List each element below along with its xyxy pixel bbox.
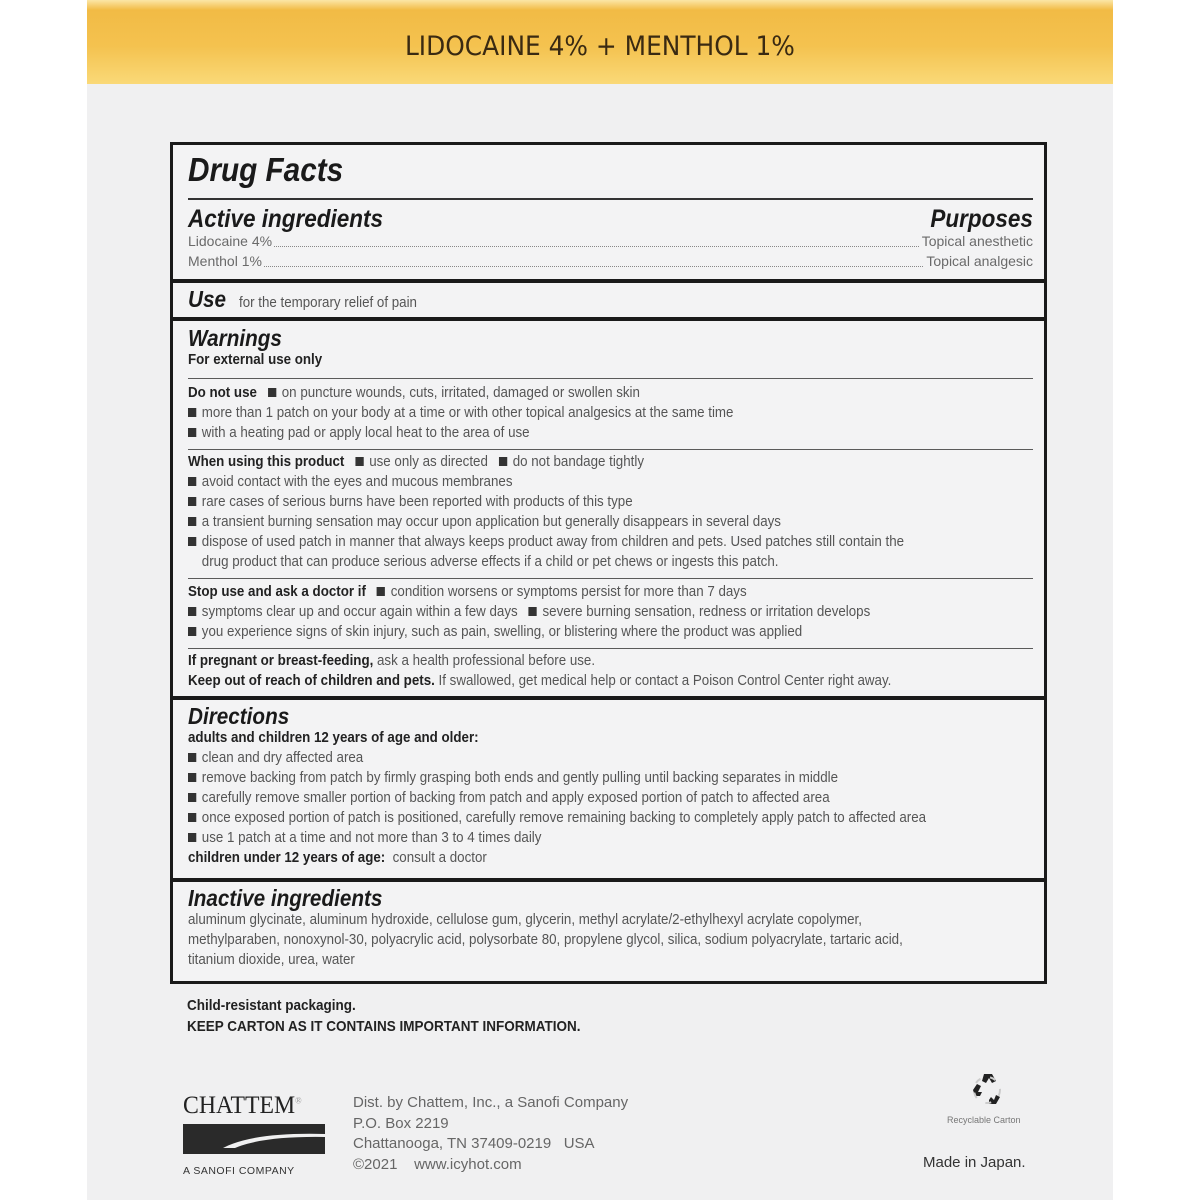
- recycle-label: Recyclable Carton: [947, 1115, 1021, 1125]
- drug-facts-box: [170, 142, 1047, 984]
- ingredient-row: [188, 253, 1033, 273]
- leader-dots: [188, 266, 1033, 267]
- divider: [188, 578, 1033, 579]
- warning-item: rare cases of serious burns have been reported with products of this type: [201, 494, 633, 510]
- inactive-line: aluminum glycinate, aluminum hydroxide, cellulose gum, glycerin, methyl acrylate/2-ethylhexyl acrylate copolymer,: [188, 912, 862, 928]
- inactive-line: titanium dioxide, urea, water: [188, 952, 355, 968]
- bullet-icon: [188, 813, 196, 822]
- bullet-icon: [188, 793, 196, 802]
- bullet-icon: [188, 773, 196, 782]
- bullet-icon: [188, 497, 196, 506]
- stop-use-label: Stop use and ask a doctor if: [188, 584, 366, 600]
- inactive-ingredients-heading: Inactive ingredients: [188, 885, 383, 911]
- drug-facts-title-section: [173, 151, 1044, 189]
- bullet-icon: [188, 753, 196, 762]
- stop-use-section: [173, 582, 1044, 642]
- purposes-heading: Purposes: [930, 205, 1033, 233]
- warning-item: condition worsens or symptoms persist for more than 7 days: [390, 584, 747, 600]
- ingredient-row: [188, 233, 1033, 253]
- leader-dots: [188, 246, 1033, 247]
- warning-item: you experience signs of skin injury, such as pain, swelling, or blistering where the product was applied: [201, 624, 803, 640]
- inactive-line: methylparaben, nonoxynol-30, polyacrylic acid, polysorbate 80, propylene glycol, silica, sodium polyacrylate, tartaric acid,: [188, 932, 903, 948]
- section-divider: [173, 696, 1044, 700]
- logo-wordmark: CHATTEM: [183, 1092, 296, 1119]
- bullet-icon: [529, 607, 537, 616]
- ingredient-purpose: Topical analgesic: [926, 253, 1033, 269]
- warning-item: avoid contact with the eyes and mucous membranes: [201, 474, 513, 490]
- bullet-icon: [268, 388, 276, 397]
- bullet-icon: [188, 537, 196, 546]
- distributor-line: Dist. by Chattem, Inc., a Sanofi Company: [353, 1094, 629, 1111]
- external-use-note: For external use only: [188, 352, 323, 368]
- bullet-icon: [188, 428, 196, 437]
- directions-heading: Directions: [188, 703, 290, 729]
- bullet-icon: [499, 457, 507, 466]
- children-text: consult a doctor: [392, 850, 487, 866]
- pregnant-text: ask a health professional before use.: [377, 653, 596, 669]
- direction-item: use 1 patch at a time and not more than 3 to 4 times daily: [201, 830, 542, 846]
- adults-label: adults and children 12 years of age and older:: [188, 730, 479, 746]
- drug-facts-title: Drug Facts: [188, 151, 344, 188]
- child-resistant-note: Child-resistant packaging.: [187, 997, 356, 1014]
- direction-item: remove backing from patch by firmly grasping both ends and gently pulling until backing separates in middle: [201, 770, 839, 786]
- warnings-section: [173, 325, 1044, 370]
- active-ingredients-heading: Active ingredients: [188, 205, 384, 233]
- when-using-section: [173, 452, 1044, 572]
- keep-out-text: If swallowed, get medical help or contact a Poison Control Center right away.: [438, 673, 892, 689]
- distributor-line: ©2021 www.icyhot.com: [353, 1155, 522, 1173]
- pregnant-label: If pregnant or breast-feeding,: [188, 653, 374, 669]
- divider: [188, 198, 1033, 200]
- ingredient-purpose: Topical anesthetic: [921, 233, 1033, 249]
- bullet-icon: [188, 607, 196, 616]
- direction-item: once exposed portion of patch is positioned, carefully remove remaining backing to completely apply patch to affected area: [201, 810, 927, 826]
- use-heading: Use: [188, 286, 226, 312]
- keep-out-label: Keep out of reach of children and pets.: [188, 673, 435, 689]
- ingredient-name: Lidocaine 4%: [188, 233, 273, 249]
- warning-item: on puncture wounds, cuts, irritated, damaged or swollen skin: [281, 385, 640, 401]
- distributor-line: Chattanooga, TN 37409-0219 USA: [353, 1135, 595, 1152]
- divider: [188, 378, 1033, 379]
- direction-item: clean and dry affected area: [201, 750, 364, 766]
- bullet-icon: [188, 627, 196, 636]
- warnings-heading: Warnings: [188, 325, 282, 351]
- bullet-icon: [377, 587, 385, 596]
- when-using-label: When using this product: [188, 454, 345, 470]
- inactive-ingredients-section: [173, 885, 1044, 970]
- distributor-line: P.O. Box 2219: [353, 1114, 449, 1132]
- do-not-use-section: [173, 383, 1044, 443]
- bullet-icon: [188, 517, 196, 526]
- product-strength-title: LIDOCAINE 4% + MENTHOL 1%: [405, 30, 795, 62]
- warning-item: symptoms clear up and occur again within a few days: [201, 604, 518, 620]
- direction-item: carefully remove smaller portion of backing from patch and apply exposed portion of patch to affected area: [201, 790, 830, 806]
- active-ingredients-section: [173, 203, 1044, 273]
- warning-item: with a heating pad or apply local heat to the area of use: [201, 425, 530, 441]
- distributor-info: [353, 1093, 628, 1175]
- bullet-icon: [188, 408, 196, 417]
- chattem-logo: CHATTEM® A SANOFI COMPANY: [183, 1092, 328, 1177]
- section-divider: [173, 279, 1044, 283]
- directions-section: [173, 703, 1044, 868]
- warning-item: do not bandage tightly: [512, 454, 644, 470]
- product-panel: [87, 0, 1113, 1200]
- warning-item: severe burning sensation, redness or irritation develops: [542, 604, 871, 620]
- children-label: children under 12 years of age:: [188, 850, 386, 866]
- ingredient-name: Menthol 1%: [188, 253, 262, 269]
- pregnancy-section: [173, 651, 1044, 691]
- bullet-icon: [188, 477, 196, 486]
- use-section: [173, 286, 1044, 313]
- logo-swoosh-icon: [183, 1124, 325, 1154]
- divider: [188, 449, 1033, 450]
- warning-item: dispose of used patch in manner that always keeps product away from children and pets. Used patches still contain the: [201, 534, 905, 550]
- use-text: for the temporary relief of pain: [238, 295, 417, 311]
- bullet-icon: [355, 457, 363, 466]
- section-divider: [173, 878, 1044, 882]
- recycle-badge: [947, 1070, 1021, 1125]
- keep-carton-note: KEEP CARTON AS IT CONTAINS IMPORTANT INFORMATION.: [187, 1018, 581, 1035]
- header-band: [87, 0, 1113, 84]
- divider: [188, 648, 1033, 649]
- logo-tagline: A SANOFI COMPANY: [183, 1165, 295, 1177]
- do-not-use-label: Do not use: [188, 385, 257, 401]
- warning-item: a transient burning sensation may occur upon application but generally disappears in several days: [201, 514, 781, 530]
- warning-item: use only as directed: [369, 454, 488, 470]
- section-divider: [173, 317, 1044, 321]
- recycle-icon: [967, 1070, 1007, 1110]
- warning-item: more than 1 patch on your body at a time or with other topical analgesics at the same time: [201, 405, 734, 421]
- bullet-icon: [188, 833, 196, 842]
- warning-item-continued: drug product that can produce serious adverse effects if a child or pet chews or ingests this patch.: [201, 554, 779, 570]
- made-in-note: Made in Japan.: [923, 1154, 1026, 1171]
